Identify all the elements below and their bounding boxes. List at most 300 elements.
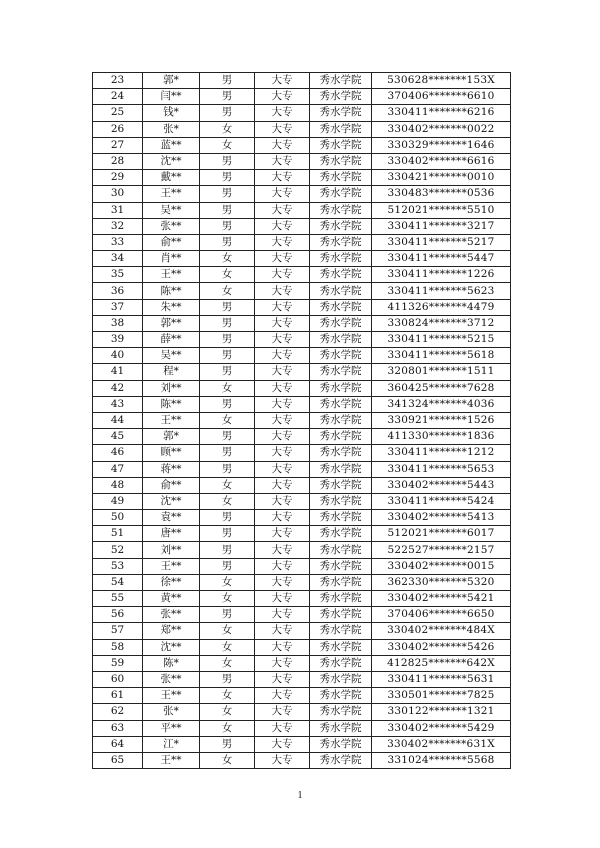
id-number-cell: 412825*******642X xyxy=(372,655,511,671)
gender-cell: 女 xyxy=(200,655,255,671)
school-cell: 秀水学院 xyxy=(310,429,372,445)
name-cell: 蓝** xyxy=(143,137,200,153)
row-number-cell: 42 xyxy=(93,380,143,396)
id-number-cell: 330402*******0015 xyxy=(372,558,511,574)
table-row xyxy=(93,396,511,412)
name-cell: 肖** xyxy=(143,251,200,267)
table-row xyxy=(93,348,511,364)
gender-cell: 男 xyxy=(200,73,255,89)
education-cell: 大专 xyxy=(255,121,310,137)
row-number-cell: 39 xyxy=(93,332,143,348)
gender-cell: 女 xyxy=(200,380,255,396)
name-cell: 王** xyxy=(143,186,200,202)
name-cell: 郭* xyxy=(143,73,200,89)
gender-cell: 女 xyxy=(200,639,255,655)
row-number-cell: 55 xyxy=(93,591,143,607)
gender-cell: 女 xyxy=(200,720,255,736)
name-cell: 徐** xyxy=(143,574,200,590)
school-cell: 秀水学院 xyxy=(310,332,372,348)
school-cell: 秀水学院 xyxy=(310,202,372,218)
table-row xyxy=(93,332,511,348)
education-cell: 大专 xyxy=(255,299,310,315)
row-number-cell: 34 xyxy=(93,251,143,267)
school-cell: 秀水学院 xyxy=(310,251,372,267)
name-cell: 王** xyxy=(143,267,200,283)
name-cell: 王** xyxy=(143,752,200,768)
gender-cell: 女 xyxy=(200,137,255,153)
education-cell: 大专 xyxy=(255,202,310,218)
education-cell: 大专 xyxy=(255,186,310,202)
table-row xyxy=(93,170,511,186)
table-row xyxy=(93,299,511,315)
name-cell: 黄** xyxy=(143,591,200,607)
table-row xyxy=(93,105,511,121)
table-row xyxy=(93,251,511,267)
education-cell: 大专 xyxy=(255,251,310,267)
name-cell: 张** xyxy=(143,671,200,687)
school-cell: 秀水学院 xyxy=(310,655,372,671)
gender-cell: 女 xyxy=(200,121,255,137)
table-row xyxy=(93,283,511,299)
table-row xyxy=(93,137,511,153)
name-cell: 沈** xyxy=(143,153,200,169)
education-cell: 大专 xyxy=(255,364,310,380)
id-number-cell: 370406*******6650 xyxy=(372,607,511,623)
name-cell: 朱** xyxy=(143,299,200,315)
name-cell: 王** xyxy=(143,688,200,704)
id-number-cell: 411330*******1836 xyxy=(372,429,511,445)
gender-cell: 男 xyxy=(200,558,255,574)
page-number: 1 xyxy=(297,790,303,801)
row-number-cell: 45 xyxy=(93,429,143,445)
education-cell: 大专 xyxy=(255,688,310,704)
id-number-cell: 330122*******1321 xyxy=(372,704,511,720)
id-number-cell: 330411*******1212 xyxy=(372,445,511,461)
table-row xyxy=(93,591,511,607)
name-cell: 张* xyxy=(143,704,200,720)
education-cell: 大专 xyxy=(255,267,310,283)
id-number-cell: 330329*******1646 xyxy=(372,137,511,153)
school-cell: 秀水学院 xyxy=(310,234,372,250)
table-row xyxy=(93,510,511,526)
table-row xyxy=(93,121,511,137)
row-number-cell: 59 xyxy=(93,655,143,671)
gender-cell: 男 xyxy=(200,348,255,364)
name-cell: 戴** xyxy=(143,170,200,186)
education-cell: 大专 xyxy=(255,558,310,574)
row-number-cell: 63 xyxy=(93,720,143,736)
school-cell: 秀水学院 xyxy=(310,542,372,558)
id-number-cell: 330501*******7825 xyxy=(372,688,511,704)
table-row xyxy=(93,412,511,428)
education-cell: 大专 xyxy=(255,510,310,526)
gender-cell: 男 xyxy=(200,299,255,315)
school-cell: 秀水学院 xyxy=(310,445,372,461)
row-number-cell: 37 xyxy=(93,299,143,315)
row-number-cell: 57 xyxy=(93,623,143,639)
row-number-cell: 46 xyxy=(93,445,143,461)
school-cell: 秀水学院 xyxy=(310,380,372,396)
school-cell: 秀水学院 xyxy=(310,591,372,607)
table-row xyxy=(93,542,511,558)
name-cell: 吴** xyxy=(143,202,200,218)
gender-cell: 男 xyxy=(200,429,255,445)
id-number-cell: 330411*******1226 xyxy=(372,267,511,283)
row-number-cell: 29 xyxy=(93,170,143,186)
education-cell: 大专 xyxy=(255,671,310,687)
school-cell: 秀水学院 xyxy=(310,153,372,169)
name-cell: 张** xyxy=(143,218,200,234)
row-number-cell: 33 xyxy=(93,234,143,250)
education-cell: 大专 xyxy=(255,655,310,671)
id-number-cell: 330402*******0022 xyxy=(372,121,511,137)
education-cell: 大专 xyxy=(255,477,310,493)
name-cell: 沈** xyxy=(143,493,200,509)
education-cell: 大专 xyxy=(255,461,310,477)
table-row xyxy=(93,234,511,250)
id-number-cell: 330411*******5653 xyxy=(372,461,511,477)
table-row xyxy=(93,671,511,687)
gender-cell: 男 xyxy=(200,461,255,477)
student-roster-table xyxy=(92,72,511,769)
id-number-cell: 330402*******484X xyxy=(372,623,511,639)
name-cell: 袁** xyxy=(143,510,200,526)
gender-cell: 女 xyxy=(200,752,255,768)
id-number-cell: 330411*******5424 xyxy=(372,493,511,509)
id-number-cell: 330421*******0010 xyxy=(372,170,511,186)
table-row xyxy=(93,186,511,202)
table-row xyxy=(93,89,511,105)
school-cell: 秀水学院 xyxy=(310,299,372,315)
school-cell: 秀水学院 xyxy=(310,752,372,768)
gender-cell: 男 xyxy=(200,671,255,687)
table-row xyxy=(93,720,511,736)
school-cell: 秀水学院 xyxy=(310,607,372,623)
school-cell: 秀水学院 xyxy=(310,704,372,720)
id-number-cell: 330411*******5447 xyxy=(372,251,511,267)
school-cell: 秀水学院 xyxy=(310,461,372,477)
table-row xyxy=(93,526,511,542)
row-number-cell: 38 xyxy=(93,315,143,331)
row-number-cell: 47 xyxy=(93,461,143,477)
school-cell: 秀水学院 xyxy=(310,639,372,655)
id-number-cell: 330402*******5426 xyxy=(372,639,511,655)
gender-cell: 男 xyxy=(200,105,255,121)
id-number-cell: 330824*******3712 xyxy=(372,315,511,331)
table-row xyxy=(93,623,511,639)
name-cell: 钱* xyxy=(143,105,200,121)
table-row xyxy=(93,315,511,331)
name-cell: 郭* xyxy=(143,429,200,445)
gender-cell: 女 xyxy=(200,704,255,720)
name-cell: 江* xyxy=(143,736,200,752)
id-number-cell: 330402*******5421 xyxy=(372,591,511,607)
name-cell: 程* xyxy=(143,364,200,380)
id-number-cell: 522527*******2157 xyxy=(372,542,511,558)
education-cell: 大专 xyxy=(255,234,310,250)
name-cell: 俞** xyxy=(143,234,200,250)
education-cell: 大专 xyxy=(255,218,310,234)
id-number-cell: 330411*******3217 xyxy=(372,218,511,234)
id-number-cell: 330483*******0536 xyxy=(372,186,511,202)
gender-cell: 男 xyxy=(200,153,255,169)
name-cell: 郭** xyxy=(143,315,200,331)
name-cell: 王** xyxy=(143,412,200,428)
table-row xyxy=(93,655,511,671)
name-cell: 张** xyxy=(143,607,200,623)
education-cell: 大专 xyxy=(255,73,310,89)
table-row xyxy=(93,364,511,380)
id-number-cell: 330411*******5618 xyxy=(372,348,511,364)
row-number-cell: 41 xyxy=(93,364,143,380)
table-row xyxy=(93,607,511,623)
school-cell: 秀水学院 xyxy=(310,396,372,412)
education-cell: 大专 xyxy=(255,493,310,509)
row-number-cell: 40 xyxy=(93,348,143,364)
row-number-cell: 35 xyxy=(93,267,143,283)
row-number-cell: 49 xyxy=(93,493,143,509)
table-row xyxy=(93,461,511,477)
id-number-cell: 360425*******7628 xyxy=(372,380,511,396)
education-cell: 大专 xyxy=(255,429,310,445)
education-cell: 大专 xyxy=(255,720,310,736)
name-cell: 王** xyxy=(143,558,200,574)
school-cell: 秀水学院 xyxy=(310,493,372,509)
gender-cell: 男 xyxy=(200,234,255,250)
row-number-cell: 25 xyxy=(93,105,143,121)
name-cell: 蒋** xyxy=(143,461,200,477)
education-cell: 大专 xyxy=(255,704,310,720)
school-cell: 秀水学院 xyxy=(310,477,372,493)
id-number-cell: 330411*******5217 xyxy=(372,234,511,250)
education-cell: 大专 xyxy=(255,315,310,331)
school-cell: 秀水学院 xyxy=(310,720,372,736)
gender-cell: 男 xyxy=(200,510,255,526)
education-cell: 大专 xyxy=(255,542,310,558)
gender-cell: 男 xyxy=(200,526,255,542)
row-number-cell: 51 xyxy=(93,526,143,542)
school-cell: 秀水学院 xyxy=(310,137,372,153)
education-cell: 大专 xyxy=(255,623,310,639)
id-number-cell: 330402*******6616 xyxy=(372,153,511,169)
name-cell: 薛** xyxy=(143,332,200,348)
gender-cell: 女 xyxy=(200,412,255,428)
table-row xyxy=(93,445,511,461)
education-cell: 大专 xyxy=(255,348,310,364)
school-cell: 秀水学院 xyxy=(310,73,372,89)
name-cell: 刘** xyxy=(143,380,200,396)
school-cell: 秀水学院 xyxy=(310,510,372,526)
gender-cell: 男 xyxy=(200,202,255,218)
gender-cell: 女 xyxy=(200,251,255,267)
name-cell: 张* xyxy=(143,121,200,137)
id-number-cell: 512021*******5510 xyxy=(372,202,511,218)
row-number-cell: 30 xyxy=(93,186,143,202)
row-number-cell: 65 xyxy=(93,752,143,768)
school-cell: 秀水学院 xyxy=(310,688,372,704)
education-cell: 大专 xyxy=(255,736,310,752)
row-number-cell: 44 xyxy=(93,412,143,428)
name-cell: 陈** xyxy=(143,396,200,412)
id-number-cell: 331024*******5568 xyxy=(372,752,511,768)
school-cell: 秀水学院 xyxy=(310,170,372,186)
gender-cell: 女 xyxy=(200,493,255,509)
name-cell: 闫** xyxy=(143,89,200,105)
row-number-cell: 62 xyxy=(93,704,143,720)
education-cell: 大专 xyxy=(255,396,310,412)
id-number-cell: 330402*******5429 xyxy=(372,720,511,736)
id-number-cell: 411326*******4479 xyxy=(372,299,511,315)
education-cell: 大专 xyxy=(255,170,310,186)
row-number-cell: 48 xyxy=(93,477,143,493)
name-cell: 唐** xyxy=(143,526,200,542)
row-number-cell: 23 xyxy=(93,73,143,89)
row-number-cell: 43 xyxy=(93,396,143,412)
gender-cell: 男 xyxy=(200,186,255,202)
gender-cell: 男 xyxy=(200,396,255,412)
table-row xyxy=(93,574,511,590)
school-cell: 秀水学院 xyxy=(310,348,372,364)
education-cell: 大专 xyxy=(255,283,310,299)
id-number-cell: 330411*******5623 xyxy=(372,283,511,299)
roster-body xyxy=(93,73,511,769)
education-cell: 大专 xyxy=(255,752,310,768)
education-cell: 大专 xyxy=(255,591,310,607)
gender-cell: 男 xyxy=(200,736,255,752)
id-number-cell: 330411*******5215 xyxy=(372,332,511,348)
school-cell: 秀水学院 xyxy=(310,364,372,380)
education-cell: 大专 xyxy=(255,526,310,542)
table-row xyxy=(93,493,511,509)
row-number-cell: 27 xyxy=(93,137,143,153)
id-number-cell: 330402*******5413 xyxy=(372,510,511,526)
name-cell: 陈** xyxy=(143,283,200,299)
school-cell: 秀水学院 xyxy=(310,267,372,283)
school-cell: 秀水学院 xyxy=(310,574,372,590)
name-cell: 郑** xyxy=(143,623,200,639)
id-number-cell: 362330*******5320 xyxy=(372,574,511,590)
row-number-cell: 54 xyxy=(93,574,143,590)
table-row xyxy=(93,688,511,704)
id-number-cell: 330402*******5443 xyxy=(372,477,511,493)
gender-cell: 女 xyxy=(200,591,255,607)
id-number-cell: 330411*******6216 xyxy=(372,105,511,121)
education-cell: 大专 xyxy=(255,380,310,396)
education-cell: 大专 xyxy=(255,607,310,623)
school-cell: 秀水学院 xyxy=(310,89,372,105)
name-cell: 吴** xyxy=(143,348,200,364)
school-cell: 秀水学院 xyxy=(310,315,372,331)
education-cell: 大专 xyxy=(255,105,310,121)
school-cell: 秀水学院 xyxy=(310,623,372,639)
id-number-cell: 341324*******4036 xyxy=(372,396,511,412)
row-number-cell: 64 xyxy=(93,736,143,752)
gender-cell: 男 xyxy=(200,218,255,234)
row-number-cell: 61 xyxy=(93,688,143,704)
education-cell: 大专 xyxy=(255,445,310,461)
school-cell: 秀水学院 xyxy=(310,121,372,137)
school-cell: 秀水学院 xyxy=(310,671,372,687)
gender-cell: 男 xyxy=(200,542,255,558)
id-number-cell: 512021*******6017 xyxy=(372,526,511,542)
gender-cell: 女 xyxy=(200,267,255,283)
row-number-cell: 28 xyxy=(93,153,143,169)
gender-cell: 女 xyxy=(200,688,255,704)
id-number-cell: 370406*******6610 xyxy=(372,89,511,105)
education-cell: 大专 xyxy=(255,153,310,169)
education-cell: 大专 xyxy=(255,639,310,655)
gender-cell: 男 xyxy=(200,89,255,105)
table-row xyxy=(93,704,511,720)
gender-cell: 男 xyxy=(200,315,255,331)
table-row xyxy=(93,202,511,218)
id-number-cell: 530628*******153X xyxy=(372,73,511,89)
table-row xyxy=(93,218,511,234)
row-number-cell: 53 xyxy=(93,558,143,574)
id-number-cell: 320801*******1511 xyxy=(372,364,511,380)
name-cell: 平** xyxy=(143,720,200,736)
row-number-cell: 60 xyxy=(93,671,143,687)
school-cell: 秀水学院 xyxy=(310,283,372,299)
education-cell: 大专 xyxy=(255,412,310,428)
id-number-cell: 330411*******5631 xyxy=(372,671,511,687)
table-row xyxy=(93,558,511,574)
table-row xyxy=(93,73,511,89)
table-row xyxy=(93,752,511,768)
row-number-cell: 32 xyxy=(93,218,143,234)
school-cell: 秀水学院 xyxy=(310,526,372,542)
school-cell: 秀水学院 xyxy=(310,558,372,574)
row-number-cell: 50 xyxy=(93,510,143,526)
row-number-cell: 56 xyxy=(93,607,143,623)
school-cell: 秀水学院 xyxy=(310,412,372,428)
education-cell: 大专 xyxy=(255,574,310,590)
row-number-cell: 58 xyxy=(93,639,143,655)
school-cell: 秀水学院 xyxy=(310,218,372,234)
row-number-cell: 26 xyxy=(93,121,143,137)
education-cell: 大专 xyxy=(255,137,310,153)
table-row xyxy=(93,736,511,752)
table-row xyxy=(93,153,511,169)
name-cell: 沈** xyxy=(143,639,200,655)
id-number-cell: 330402*******631X xyxy=(372,736,511,752)
table-row xyxy=(93,639,511,655)
gender-cell: 男 xyxy=(200,332,255,348)
gender-cell: 女 xyxy=(200,623,255,639)
education-cell: 大专 xyxy=(255,89,310,105)
school-cell: 秀水学院 xyxy=(310,186,372,202)
school-cell: 秀水学院 xyxy=(310,105,372,121)
row-number-cell: 24 xyxy=(93,89,143,105)
gender-cell: 男 xyxy=(200,445,255,461)
gender-cell: 女 xyxy=(200,477,255,493)
table-row xyxy=(93,429,511,445)
gender-cell: 男 xyxy=(200,607,255,623)
name-cell: 刘** xyxy=(143,542,200,558)
name-cell: 俞** xyxy=(143,477,200,493)
id-number-cell: 330921*******1526 xyxy=(372,412,511,428)
row-number-cell: 36 xyxy=(93,283,143,299)
row-number-cell: 31 xyxy=(93,202,143,218)
school-cell: 秀水学院 xyxy=(310,736,372,752)
table-row xyxy=(93,380,511,396)
row-number-cell: 52 xyxy=(93,542,143,558)
name-cell: 陈* xyxy=(143,655,200,671)
education-cell: 大专 xyxy=(255,332,310,348)
table-row xyxy=(93,267,511,283)
table-row xyxy=(93,477,511,493)
gender-cell: 男 xyxy=(200,364,255,380)
